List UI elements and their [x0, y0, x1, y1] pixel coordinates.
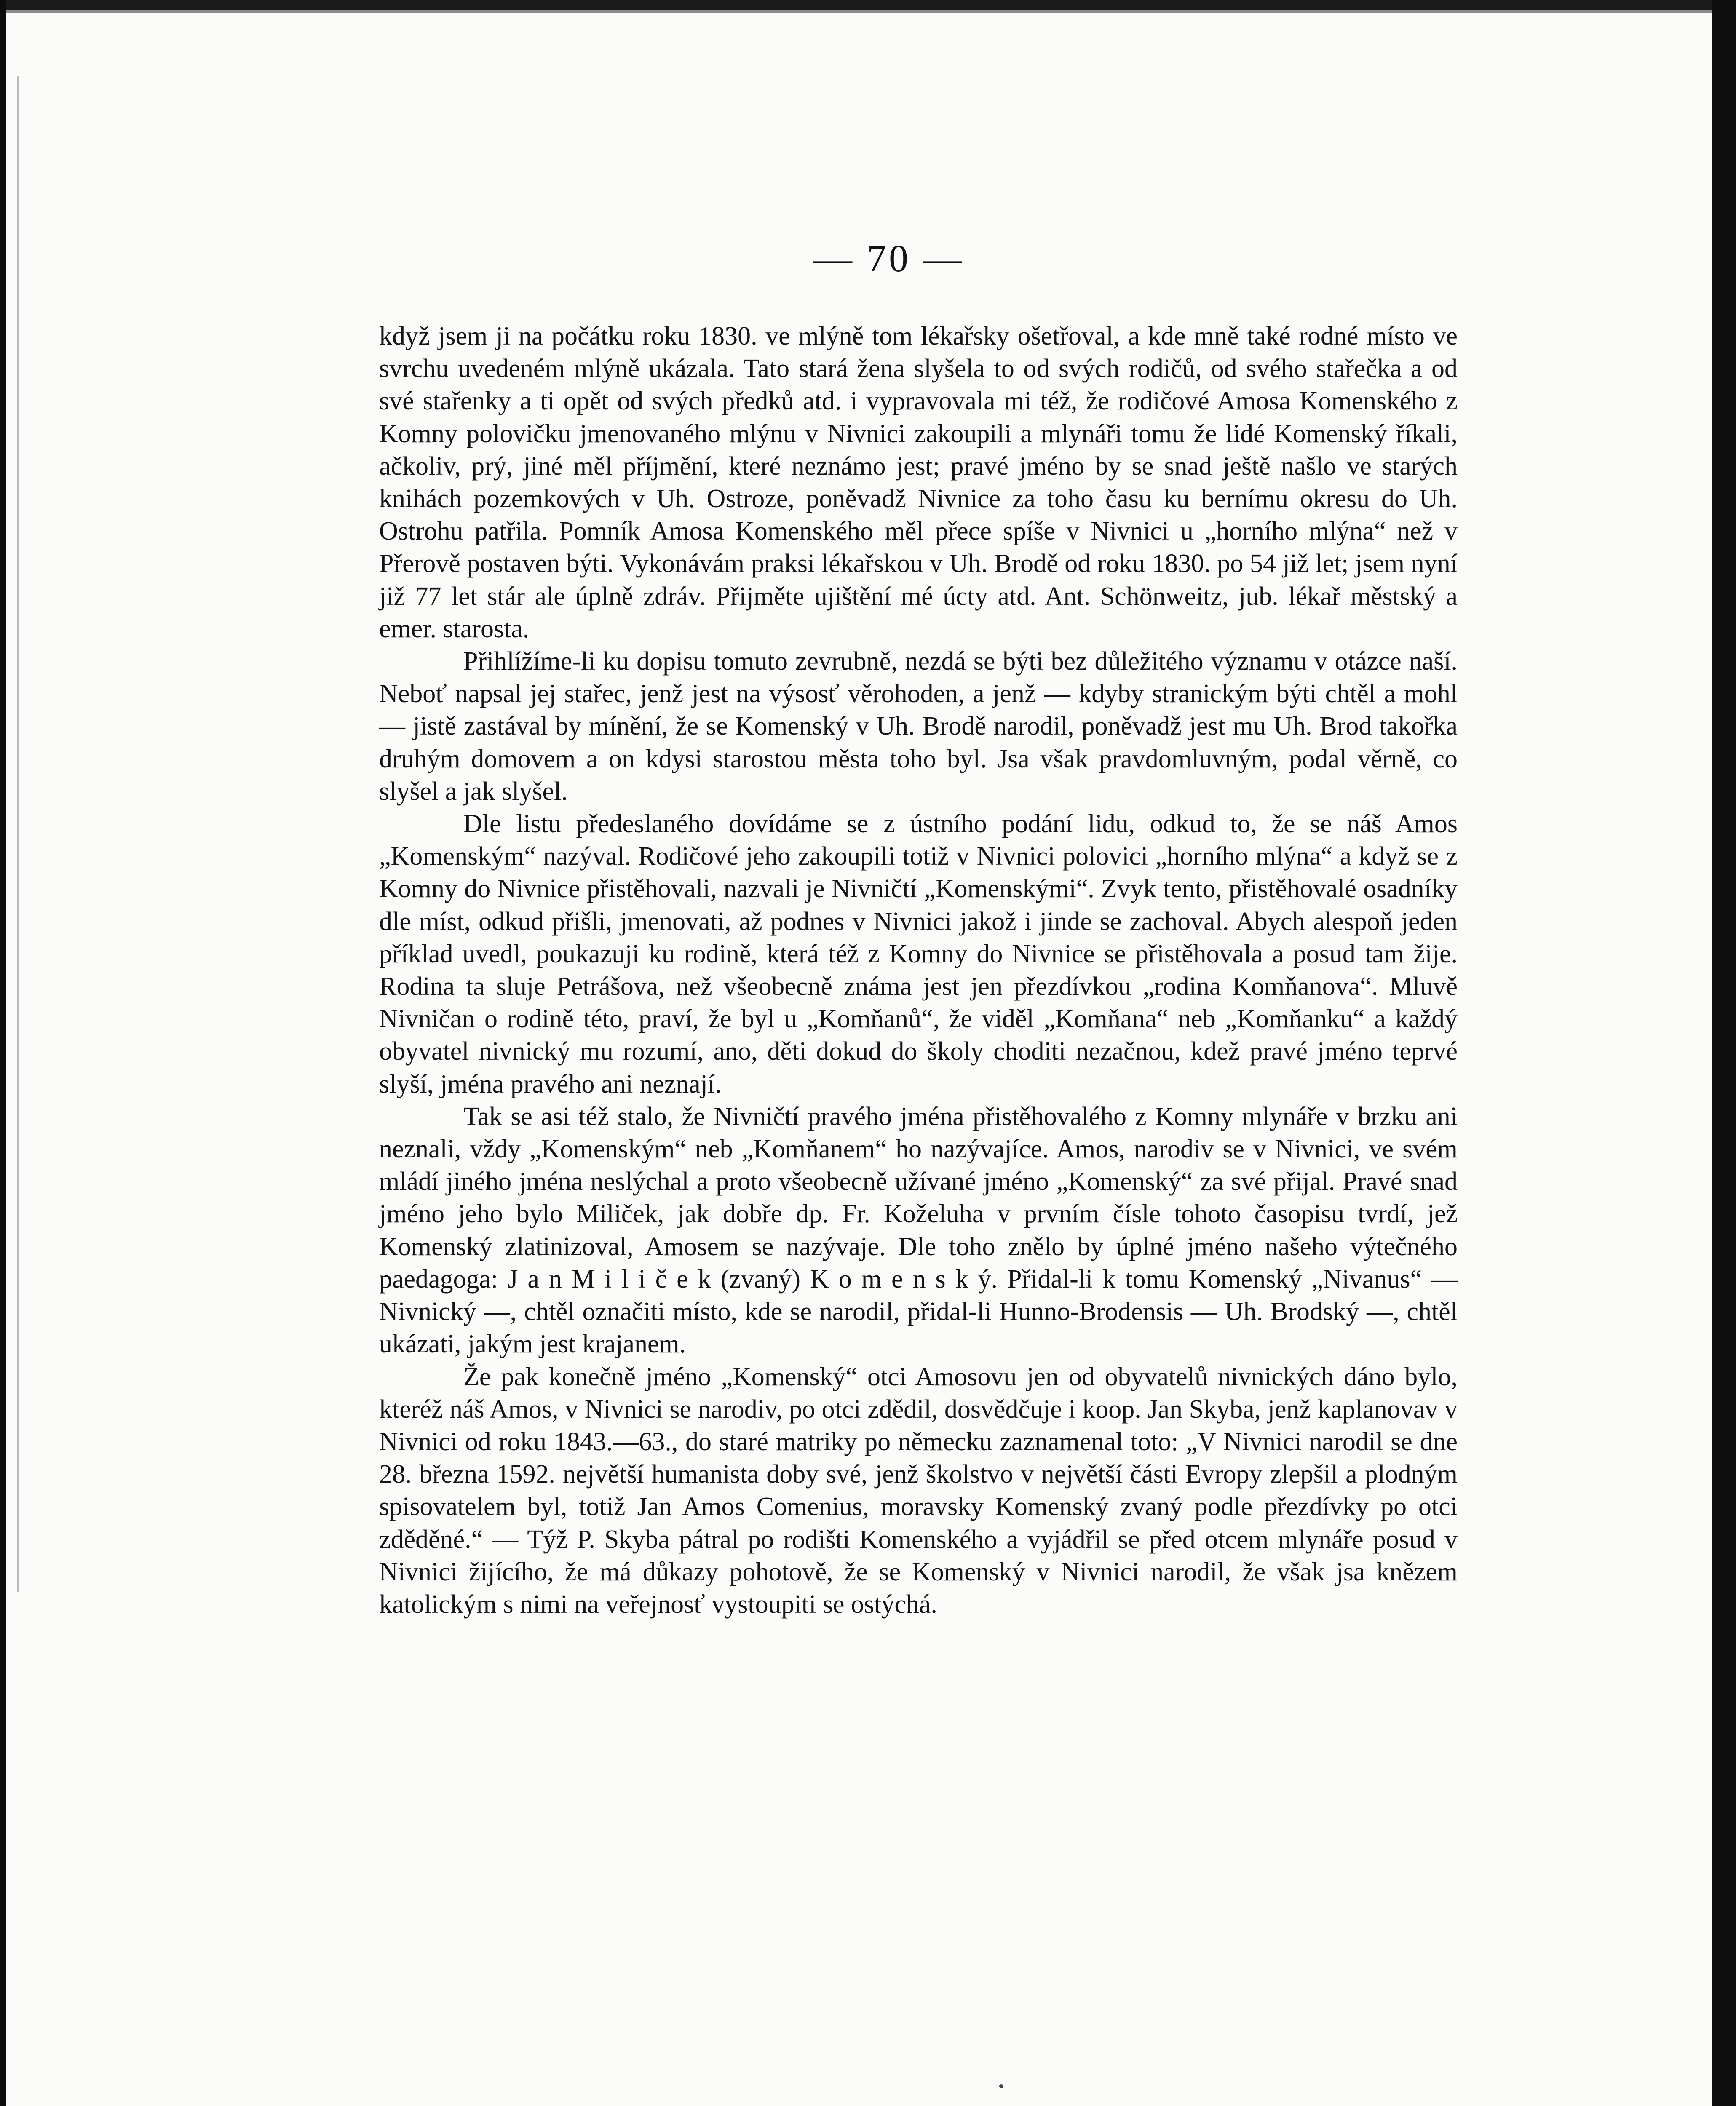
scan-edge-top	[0, 0, 1736, 10]
body-text	[379, 320, 1458, 1621]
paragraph-full-name: Tak se asi též stalo, že Nivničtí pravého jména přistěhovalého z Komny mlynáře v brzku ani neznali, vždy „Komenským“ neb „Komňanem“ ho nazývajíce. Amos, narodiv se v Nivnici, ve svém mládí jiného jména neslýchal a proto všeobecně užívané jméno „Komenský“ za své přijal. Pravé snad jméno jeho bylo Miliček, jak dobře dp. Fr. Koželuha v prvním čísle tohoto časopisu tvrdí, jež Komenský zlatinizoval, Amosem se nazývaje. Dle toho znělo by úplné jméno našeho výtečného paedagoga: J a n M i l i č e k (zvaný) K o m e n s k ý. Přidal-li k tomu Komenský „Nivanus“ — Nivnický —, chtěl označiti místo, kde se narodil, přidal-li Hunno-Brodensis — Uh. Brodský —, chtěl ukázati, jakým jest krajanem.	[379, 1102, 1458, 1359]
scan-edge-right	[1712, 0, 1736, 2106]
scan-edge-left	[0, 0, 6, 2106]
page-number: — 70 —	[813, 237, 964, 280]
stray-dot	[999, 2084, 1003, 2088]
paragraph-letter-continuation: když jsem ji na počátku roku 1830. ve mlýně tom lékařsky ošetřoval, a kde mně také rodné místo ve svrchu uvedeném mlýně ukázala. Tato stará žena slyšela to od svých rodičů, od svého stařečka a od své stařenky a ti opět od svých předků atd. i vypravovala mi též, že rodičové Amosa Komenského z Komny polovičku jmenovaného mlýnu v Nivnici zakoupili a mlynáři tomu že lidé Komenský říkali, ačkoliv, prý, jiné měl příjmění, které neznámo jest; pravé jméno by se snad ještě našlo ve starých knihách pozemkových v Uh. Ostroze, poněvadž Nivnice za toho času ku bernímu okresu do Uh. Ostrohu patřila. Pomník Amosa Komenského měl přece spíše v Nivnici u „horního mlýna“ než v Přerově postaven býti. Vykonávám praksi lékařskou v Uh. Brodě od roku 1830. po 54 již let; jsem nyní již 77 let stár ale úplně zdráv. Přijměte ujištění mé úcty atd. Ant. Schönweitz, jub. lékař městský a emer. starosta.	[379, 322, 1458, 643]
scan-edge-left-shadow	[17, 76, 19, 1592]
paragraph-skyba-record: Že pak konečně jméno „Komenský“ otci Amosovu jen od obyvatelů nivnických dáno bylo, kteréž náš Amos, v Nivnici se narodiv, po otci zdědil, dosvědčuje i koop. Jan Skyba, jenž kaplanovav v Nivnici od roku 1843.—63., do staré matriky po německu zaznamenal toto: „V Nivnici narodil se dne 28. března 1592. největší humanista doby své, jenž školstvo v největší části Evropy zlepšil a plodným spisovatelem byl, totiž Jan Amos Comenius, moravsky Komenský zvaný podle přezdívky po otci zděděné.“ — Týž P. Skyba pátral po rodišti Komenského a vyjádřil se před otcem mlynáře posud v Nivnici žijícího, že má důkazy pohotově, že se Komenský v Nivnici narodil, že však jsa knězem katolickým s nimi na veřejnosť vystoupiti se ostýchá.	[379, 1362, 1458, 1619]
paragraph-name-origin: Dle listu předeslaného dovídáme se z ústního podání lidu, odkud to, že se náš Amos „Komenským“ nazýval. Rodičové jeho zakoupili totiž v Nivnici polovici „horního mlýna“ a když se z Komny do Nivnice přistěhovali, nazvali je Nivničtí „Komenskými“. Zvyk tento, přistěhovalé osadníky dle míst, odkud přišli, jmenovati, až podnes v Nivnici jakož i jinde se zachoval. Abych alespoň jeden příklad uvedl, poukazuji ku rodině, která též z Komny do Nivnice se přistěhovala a posud tam žije. Rodina ta sluje Petrášova, než všeobecně známa jest jen přezdívkou „rodina Komňanova“. Mluvě Nivničan o rodině této, praví, že byl u „Komňanů“, že viděl „Komňana“ neb „Komňanku“ a každý obyvatel nivnický mu rozumí, ano, děti dokud do školy choditi nezačnou, kdež pravé jméno teprvé slyší, jména pravého ani neznají.	[379, 810, 1458, 1098]
scan-edge-top-shadow	[6, 10, 1712, 13]
paragraph-commentary: Přihlížíme-li ku dopisu tomuto zevrubně, nezdá se býti bez důležitého významu v otázce naší. Neboť napsal jej stařec, jenž jest na výsosť věrohoden, a jenž — kdyby stranickým býti chtěl a mohl — jistě zastával by mínění, že se Komenský v Uh. Brodě narodil, poněvadž jest mu Uh. Brod takořka druhým domovem a on kdysi starostou města toho byl. Jsa však pravdomluvným, podal věrně, co slyšel a jak slyšel.	[379, 647, 1458, 806]
